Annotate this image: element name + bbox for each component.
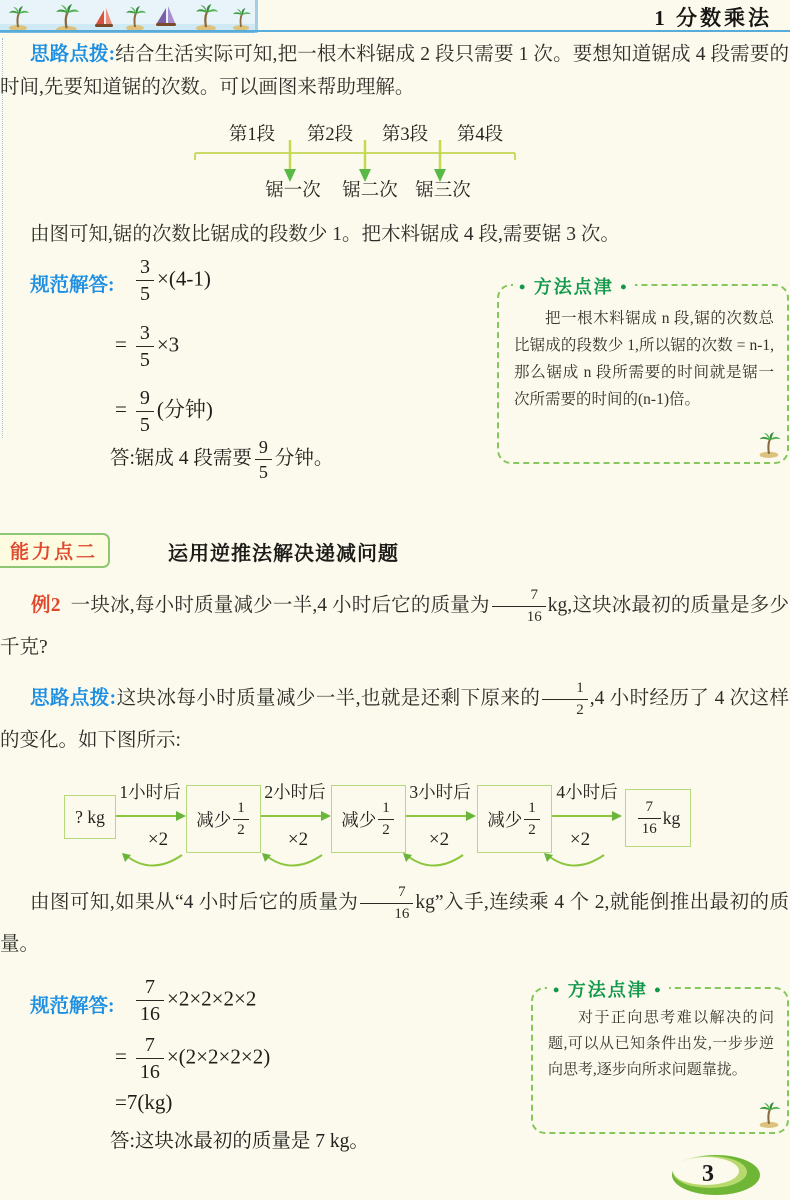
denominator: 2 [378, 819, 394, 838]
math-line [115, 323, 179, 370]
denominator: 2 [524, 819, 540, 838]
method-tip-title: • 方法点津 • [513, 273, 635, 299]
flow-arrow-label: 1小时后 [119, 782, 181, 802]
conclusion-text: kg”入手,连续乘 4 个 2,就能倒推出最初的质量。 [0, 892, 790, 955]
times-two-label: ×2 [569, 829, 591, 850]
right-arrow-icon [116, 811, 186, 821]
fraction [136, 323, 154, 370]
denominator: 16 [136, 1058, 164, 1082]
fraction [136, 257, 154, 304]
think-label: 思路点拨: [30, 44, 116, 65]
math-line [115, 1035, 270, 1082]
numerator: 7 [645, 798, 653, 815]
denominator: 2 [542, 699, 588, 718]
curved-arrow-icon [118, 853, 188, 869]
answer-line [110, 438, 333, 481]
method-tip-title: • 方法点津 • [547, 976, 669, 1002]
fraction [542, 681, 588, 718]
solution-block-2 [0, 975, 520, 1175]
page-number-badge [668, 1152, 762, 1198]
fraction [233, 801, 249, 838]
numerator: 7 [145, 976, 155, 998]
reduce-text: 减少 [341, 809, 377, 830]
math-line: =7(kg) [115, 1090, 173, 1114]
numerator: 1 [528, 799, 536, 816]
flow-reduce-box [477, 785, 552, 853]
numerator: 1 [576, 680, 584, 697]
segment-label: 第4段 [456, 125, 504, 145]
flow-reduce-box [331, 785, 406, 853]
math-text: ×3 [156, 332, 180, 357]
denominator: 16 [492, 606, 546, 625]
flow-arrow-label: 3小时后 [409, 782, 471, 802]
math-text: ×(4-1) [157, 266, 211, 291]
math-text: ×(2×2×2×2) [166, 1044, 271, 1069]
fraction [524, 801, 540, 838]
right-arrow-icon [552, 811, 622, 821]
method-tip-text: 把一根木料锯成 n 段,锯的次数总比锯成的段数少 1,所以锯的次数 = n-1,那么锯成 n 段所需要的时间就是锯一次所需要的时间的(n-1)倍。 [514, 310, 774, 408]
example-text: 一块冰,每小时质量减少一半,4 小时后它的质量为 [70, 595, 490, 616]
times-two-label: ×2 [147, 829, 169, 850]
fraction [136, 977, 164, 1024]
segment-label: 第2段 [306, 125, 354, 145]
method-tip-text: 对于正向思考难以解决的问题,可以从已知条件出发,一步步逆向思考,逐步向所求问题靠拢。 [548, 1010, 774, 1078]
cut-label: 锯三次 [415, 181, 471, 201]
fraction [255, 438, 272, 481]
flow-arrow-label: 4小时后 [556, 782, 618, 802]
flow-end-unit: kg [662, 807, 681, 828]
right-arrow-icon [406, 811, 476, 821]
chapter-title: 1 分数乘法 [654, 6, 772, 30]
answer-line: 答:这块冰最初的质量是 7 kg。 [110, 1131, 369, 1152]
numerator: 7 [144, 1034, 155, 1056]
reduce-text: 减少 [196, 809, 232, 830]
cut-label: 锯一次 [265, 181, 321, 201]
numerator: 1 [382, 799, 390, 816]
fraction [378, 801, 394, 838]
fraction [638, 800, 661, 837]
flow-start-text: ? kg [75, 806, 105, 827]
fraction [136, 388, 154, 435]
saw-diagram [0, 118, 790, 218]
example-label: 例2 [31, 595, 61, 616]
method-tip-box-1 [497, 277, 789, 464]
fraction [360, 885, 413, 922]
numerator: 7 [530, 587, 538, 604]
conclusion-paragraph-2 [0, 882, 789, 966]
denominator: 2 [233, 819, 249, 838]
segment-label: 第1段 [228, 125, 276, 145]
denominator: 16 [136, 1000, 164, 1024]
math-text: ×2×2×2×2 [167, 986, 257, 1011]
page-number-text: 3 [702, 1161, 714, 1187]
math-line [133, 977, 256, 1024]
equals-sign: = [115, 332, 127, 357]
capability-heading: 运用逆推法解决递减问题 [168, 543, 399, 565]
think-paragraph-2 [0, 678, 789, 762]
denominator: 5 [255, 459, 272, 481]
method-tip-box-2 [531, 980, 789, 1134]
think-label: 思路点拨: [30, 688, 117, 709]
flow-start-box [64, 795, 116, 839]
conclusion-text: 由图可知,如果从“4 小时后它的质量为 [30, 892, 359, 913]
think-text: 这块冰每小时质量减少一半,也就是还剩下原来的 [116, 688, 541, 709]
curved-arrow-icon [399, 853, 469, 869]
palm-tree-icon [758, 432, 782, 459]
numerator: 7 [398, 884, 406, 901]
palm-tree-icon [758, 1102, 782, 1129]
example-text: kg,这块冰最初的质量是多少千克? [0, 595, 789, 658]
reduce-text: 减少 [487, 809, 523, 830]
equals-sign: = [115, 1044, 127, 1069]
math-line [115, 388, 213, 435]
think-text: ,4 小时经历了 4 次这样的变化。如下图所示: [0, 688, 789, 751]
solution-label: 规范解答: [30, 275, 115, 296]
fraction [492, 588, 546, 625]
fraction [136, 1035, 164, 1082]
cut-label: 锯二次 [342, 181, 398, 201]
math-line [133, 257, 211, 304]
solution-block-1 [0, 255, 500, 490]
flow-reduce-box [186, 785, 261, 853]
right-arrow-icon [261, 811, 331, 821]
answer-text: 答:锯成 4 段需要 [110, 447, 252, 469]
denominator: 5 [136, 346, 154, 370]
flow-diagram [0, 775, 790, 875]
conclusion-paragraph-1 [0, 218, 789, 251]
segment-label: 第3段 [381, 125, 429, 145]
solution-label: 规范解答: [30, 996, 115, 1017]
header-banner-illustration [0, 0, 258, 33]
think-paragraph-1 [0, 38, 789, 104]
example2-paragraph [0, 585, 789, 669]
numerator: 1 [237, 799, 245, 816]
flow-end-box [625, 789, 691, 847]
flow-arrow-label: 2小时后 [264, 782, 326, 802]
curved-arrow-icon [540, 853, 610, 869]
conclusion-text: 由图可知,锯的次数比锯成的段数少 1。把木料锯成 4 段,需要锯 3 次。 [30, 224, 620, 245]
curved-arrow-icon [258, 853, 328, 869]
denominator: 5 [136, 411, 154, 435]
equals-sign: = [115, 397, 127, 422]
numerator: 9 [258, 437, 268, 457]
think-text: 结合生活实际可知,把一根木料锯成 2 段只需要 1 次。要想知道锯成 4 段需要的时间,先要知道锯的次数。可以画图来帮助理解。 [0, 44, 789, 98]
denominator: 16 [360, 903, 413, 922]
math-text: (分钟) [156, 397, 213, 422]
numerator: 3 [140, 256, 150, 278]
capability-badge: 能力点二 [0, 533, 110, 568]
denominator: 5 [136, 280, 154, 304]
times-two-label: ×2 [428, 829, 450, 850]
denominator: 16 [638, 818, 661, 837]
times-two-label: ×2 [287, 829, 309, 850]
numerator: 3 [139, 322, 150, 344]
answer-text: 分钟。 [274, 447, 334, 469]
numerator: 9 [139, 387, 150, 409]
